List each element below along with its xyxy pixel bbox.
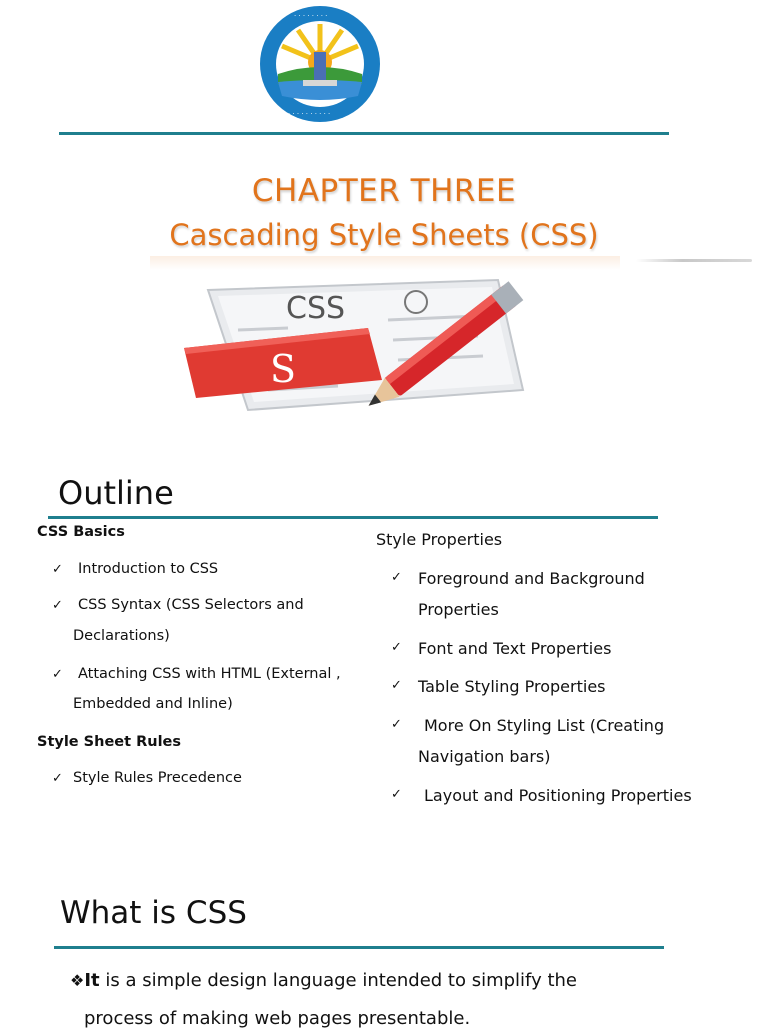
outline-item-continued: Navigation bars)	[418, 747, 551, 766]
outline-heading-css-basics: CSS Basics	[37, 524, 125, 540]
css-illustration	[178, 270, 538, 420]
chapter-title: Cascading Style Sheets (CSS)	[169, 218, 599, 252]
diamond-bullet-icon: ❖	[70, 971, 85, 990]
outline-item: Attaching CSS with HTML (External ,	[78, 666, 341, 682]
paragraph-line1: is a simple design language intended to simplify the	[99, 970, 577, 991]
check-icon: ✓	[391, 640, 402, 655]
what-is-css-paragraph	[70, 970, 577, 991]
university-logo	[258, 4, 382, 124]
outline-item: Introduction to CSS	[78, 561, 219, 577]
outline-item: Style Rules Precedence	[73, 770, 242, 786]
check-icon: ✓	[52, 667, 63, 682]
svg-text:· · · · · · · · · ·: · · · · · · · · · ·	[288, 110, 331, 118]
outline-item: Layout and Positioning Properties	[424, 786, 692, 805]
check-icon: ✓	[391, 717, 402, 732]
check-icon: ✓	[52, 771, 63, 786]
card-letter: S	[270, 347, 297, 391]
outline-title: Outline	[58, 474, 174, 512]
css-pencil-icon	[178, 270, 538, 420]
outline-item: Font and Text Properties	[418, 639, 612, 658]
svg-text:· · · · · · · ·: · · · · · · · ·	[294, 12, 328, 20]
check-icon: ✓	[391, 678, 402, 693]
what-is-css-title: What is CSS	[60, 895, 247, 931]
check-icon: ✓	[391, 570, 402, 585]
what-is-css-rule	[54, 946, 664, 949]
decorative-line	[636, 259, 752, 262]
outline-item-continued: Properties	[418, 600, 499, 619]
header-rule	[59, 132, 669, 135]
title-reflection	[150, 256, 620, 270]
outline-item: Foreground and Background	[418, 569, 645, 588]
outline-item-continued: Declarations)	[73, 628, 170, 644]
check-icon: ✓	[52, 598, 63, 613]
outline-item: CSS Syntax (CSS Selectors and	[78, 597, 304, 613]
outline-item: More On Styling List (Creating	[424, 716, 665, 735]
paragraph-line2: process of making web pages presentable.	[84, 1008, 471, 1029]
check-icon: ✓	[391, 787, 402, 802]
outline-heading-style-properties: Style Properties	[376, 530, 503, 549]
paragraph-lead: It	[84, 970, 100, 991]
check-icon: ✓	[52, 562, 63, 577]
outline-heading-style-sheet-rules: Style Sheet Rules	[37, 734, 182, 750]
outline-rule	[48, 516, 658, 519]
outline-item-continued: Embedded and Inline)	[73, 696, 233, 712]
outline-item: Table Styling Properties	[418, 677, 606, 696]
university-seal-icon	[258, 4, 382, 124]
chapter-number: CHAPTER THREE	[251, 173, 517, 209]
css-badge-text: CSS	[286, 291, 346, 326]
